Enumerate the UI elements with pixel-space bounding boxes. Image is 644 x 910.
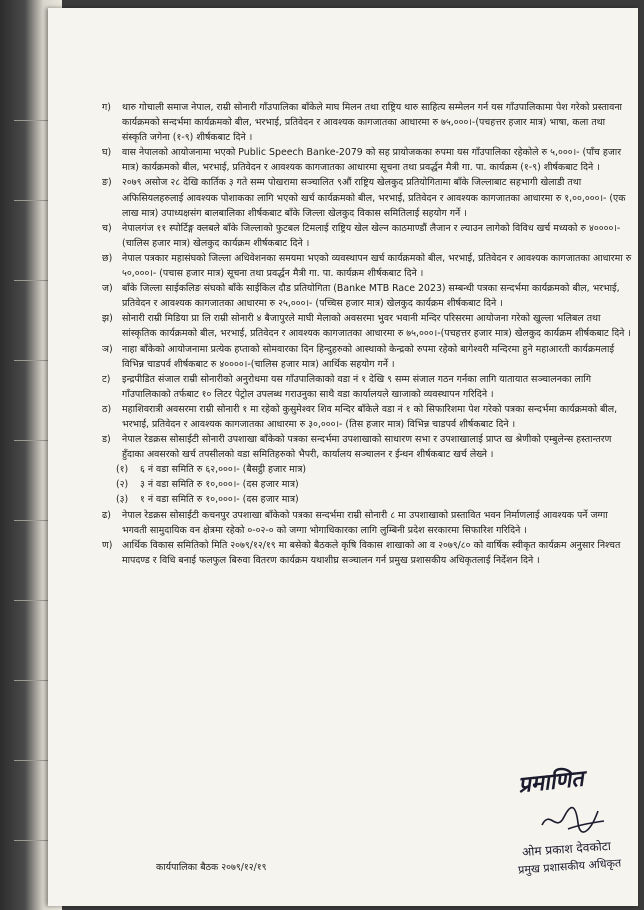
item-text: ३ नं वडा समिति रु १०,०००।- (दस हजार मात्र) bbox=[140, 479, 299, 491]
item-text: सोनारी राम्री मिडिया प्रा लि राम्री सोनारी ४ बैजापुरले माघी मेलाको अवसरमा भुवर भवानी मन्दिर परिसरमा आयोजना गरेको खुल्ला भलिबल तथा सांस्कृतिक कार्यक्रमको बील, भरभाई, प्रतिवेदन र आवश्यक कागजातका आधारमा रु ७५,०००।-(पचहत्तर हजार मात्र) खेलकुद कार्यक्रम शीर्षकबाट दिने । bbox=[122, 313, 631, 340]
item-marker: (३) bbox=[116, 494, 129, 506]
item-marker: ङ) bbox=[102, 177, 112, 189]
item-text: इन्द्रपीडित संजाल राम्री सोनारीको अनुरोधमा यस गाँउपालिकाको वडा नं १ देखि ९ सम्म संजाल गठन गर्नका लागि यातायात सञ्चालनका लागि गाँउपालिकाको तर्फबाट १० लिटर पेट्रोल उपलब्ध गराउनुका साथै वडा कार्यालयले खाजाको व्यवस्थापन गरिदिने । bbox=[122, 373, 591, 400]
item-marker: ञ) bbox=[102, 343, 113, 355]
list-item bbox=[102, 175, 632, 220]
list-item bbox=[102, 251, 632, 281]
signatory-title: प्रमुख प्रशासकीय अधिकृत bbox=[517, 856, 622, 877]
list-item bbox=[102, 372, 632, 402]
list-item bbox=[102, 281, 632, 311]
item-text: १ नं वडा समिति रु १०,०००।- (दस हजार मात्र) bbox=[140, 494, 299, 506]
list-item bbox=[102, 402, 632, 432]
item-text: २०७९ असोज २८ देखि कार्तिक ३ गते सम्म पोखरामा सञ्चालित ९औं राष्ट्रिय खेलकुद प्रतियोगितामा बाँके जिल्लाबाट सहभागी खेलाडी तथा अफिसियलहरुलाई आवश्यक पोशाकका लागि भएको खर्च कार्यक्रमको बील, भरभाई, प्रतिवेदन र आवश्यक कागजातका आधारमा रु १,००,०००।- (एक लाख मात्र) उपाध्यक्षसंग बालबालिका शीर्षकबाट बाँके जिल्ला खेलकुद विकास समितिलाई सहयोग गर्ने । bbox=[122, 177, 626, 219]
attested-stamp: प्रमाणित bbox=[516, 765, 585, 799]
document-body bbox=[102, 100, 632, 568]
list-item bbox=[102, 508, 632, 538]
item-marker: ग) bbox=[102, 102, 111, 113]
item-marker: झ) bbox=[102, 313, 113, 325]
document-page bbox=[48, 8, 638, 906]
item-text: नेपाल रेडक्रस सोसाईटी सोनारी उपशाखा बाँकेको पत्रका सन्दर्भमा उपशाखाको साधारण सभा र उपशाखालाई प्राप्त ख श्रेणीको एम्बुलेन्स हस्तान्तरण हुँदाका अवसरको खर्च तपसीलको वडा समितिहरुको भैपरी, कार्यालय सञ्चालन र ईन्धन शीर्षकबाट खर्च लेख्ने । bbox=[122, 434, 612, 461]
item-text: नेपालगंज ११ स्पोर्टिङ्ग क्लबले बाँके जिल्लाको फुटबल टिमलाई राष्ट्रिय खेल खेल्न काठमाण्डौं लैजान र ल्याउन लागेको विविध खर्च मध्यको रु ४००००।- (चालिस हजार मात्र) खेलकुद कार्यक्रम शीर्षकबाट दिने । bbox=[122, 222, 621, 249]
item-marker: (२) bbox=[116, 479, 129, 491]
list-item bbox=[102, 100, 632, 145]
item-marker: च) bbox=[102, 222, 112, 234]
list-item bbox=[102, 145, 632, 175]
item-marker: ट) bbox=[102, 373, 111, 385]
item-text: आर्थिक विकास समितिको मिति २०७९/१२/१९ मा बसेको बैठकले कृषि विकास शाखाको आ व २०७९/८० को वार्षिक स्वीकृत कार्यक्रम अनुसार निश्चत मापदण्ड र विधि बनाई फलफुल बिरुवा वितरण कार्यक्रम यथाशीघ्र सञ्चालन गर्न प्रमुख प्रशासकीय अधिकृतलाई निर्देशन दिने । bbox=[122, 539, 621, 566]
item-text: नाहा बाँकेको आयोजनामा प्रत्येक हप्ताको सोमवारका दिन हिन्दुहरुको आस्थाको केन्द्रको रुपमा रहेको बागेश्वरी मन्दिरमा हुने महाआरती कार्यक्रमलाई विभिन्न चाडपर्व शीर्षकबाट रु ४००००।-(चालिस हजार मात्र) आर्थिक सहयोग गर्ने । bbox=[122, 343, 615, 370]
signatory-name: ओम प्रकाश देवकोटा bbox=[521, 838, 612, 860]
signature-icon bbox=[538, 803, 608, 837]
list-item bbox=[102, 311, 632, 341]
sub-list-item bbox=[102, 492, 632, 507]
list-item bbox=[102, 432, 632, 462]
item-text: नेपाल रेडक्रस सोसाईटी कचनपुर उपशाखा बाँकेको पत्रका सन्दर्भमा राम्री सोनारी ८ मा उपशाखाको प्रस्तावित भवन निर्माणलाई आवश्यक पर्ने जग्गा भगवती सामुदायिक वन क्षेत्रमा रहेको ०-०२-० को जग्गा भोगाधिकारका लागि लुम्बिनी प्रदेश सरकारमा सिफारिश गरिदिने । bbox=[122, 509, 608, 536]
list-item bbox=[102, 538, 632, 568]
item-marker: छ) bbox=[102, 252, 113, 264]
item-marker: ठ) bbox=[102, 403, 112, 415]
item-marker: ढ) bbox=[102, 509, 111, 521]
item-marker: ण) bbox=[102, 539, 113, 551]
list-item bbox=[102, 342, 632, 372]
sub-list-item bbox=[102, 477, 632, 492]
item-text: थारु गोचाली समाज नेपाल, राम्री सोनारी गाँउपालिका बाँकेले माघ मिलन तथा राष्ट्रिय थारु साहित्य सम्मेलन गर्न यस गाँउपालिकामा पेश गरेको प्रस्तावना कार्यक्रमको सन्दर्भमा कार्यक्रमको बील, भरभाई, प्रतिवेदन र आवश्यक कागजातका आधारमा रु ७५,०००।-(पचहत्तर हजार मात्र) भाषा, कला तथा संस्कृति जगेना (१-९) शीर्षकबाट दिने । bbox=[122, 102, 622, 144]
item-text: नेपाल पत्रकार महासंघको जिल्ला अधिवेशनका समयमा भएको व्यवस्थापन खर्च कार्यक्रमको बील, भरभाई, प्रतिवेदन र आवश्यक कागजातका आधारमा रु ५०,०००।- (पचास हजार मात्र) सूचना तथा प्रवर्द्धन मैत्री गा. पा. कार्यक्रम शीर्षकबाट दिने । bbox=[122, 252, 632, 280]
item-text: ६ नं वडा समिति रु ६२,०००।- (बैसट्ठी हजार मात्र) bbox=[140, 464, 307, 476]
item-marker: घ) bbox=[102, 147, 112, 159]
footer-meeting-date: कार्यपालिका बैठक २०७९/१२/१९ bbox=[156, 862, 267, 873]
item-text: वास नेपालको आयोजनामा भएको Public Speech Banke-2079 को सह प्रायोजकका रुपमा यस गाँउपालिका रहेकोले रु ५,०००।- (पाँच हजार मात्र) कार्यक्रमको बील, भरभाई, प्रतिवेदन र आवश्यक कागजातका आधारमा सूचना तथा प्रवर्द्धन मैत्री गा. पा. कार्यक्रम (१-९) शीर्षकबाट दिने । bbox=[122, 147, 622, 174]
item-marker: ज) bbox=[102, 283, 113, 295]
item-marker: (१) bbox=[116, 464, 129, 476]
list-item bbox=[102, 221, 632, 251]
item-text: बाँके जिल्ला साईकलिङ संघको बाँके साईकिल दौड प्रतियोगिता (Banke MTB Race 2023) सम्बन्धी पत्रका सन्दर्भमा कार्यक्रमको बील, भरभाई, प्रतिवेदन र आवश्यक कागजातका आधारमा रु २५,०००।- (पच्चिस हजार मात्र) खेलकुद कार्यक्रम शीर्षकबाट दिने । bbox=[122, 283, 620, 310]
item-text: महाशिवरात्री अवसरमा राम्री सोनारी १ मा रहेको कुसुमेश्वर शिव मन्दिर बाँकेले वडा नं १ को सिफारिशमा पेश गरेको पत्रका सन्दर्भमा कार्यक्रमको बील, भरभाई, प्रतिवेदन र आवश्यक कागजातका आधारमा रु ३०,०००।- (तिस हजार मात्र) विभिन्न चाडपर्व शीर्षकबाट दिने । bbox=[122, 403, 618, 430]
sub-list-item bbox=[102, 462, 632, 477]
item-marker: ड) bbox=[102, 434, 111, 446]
